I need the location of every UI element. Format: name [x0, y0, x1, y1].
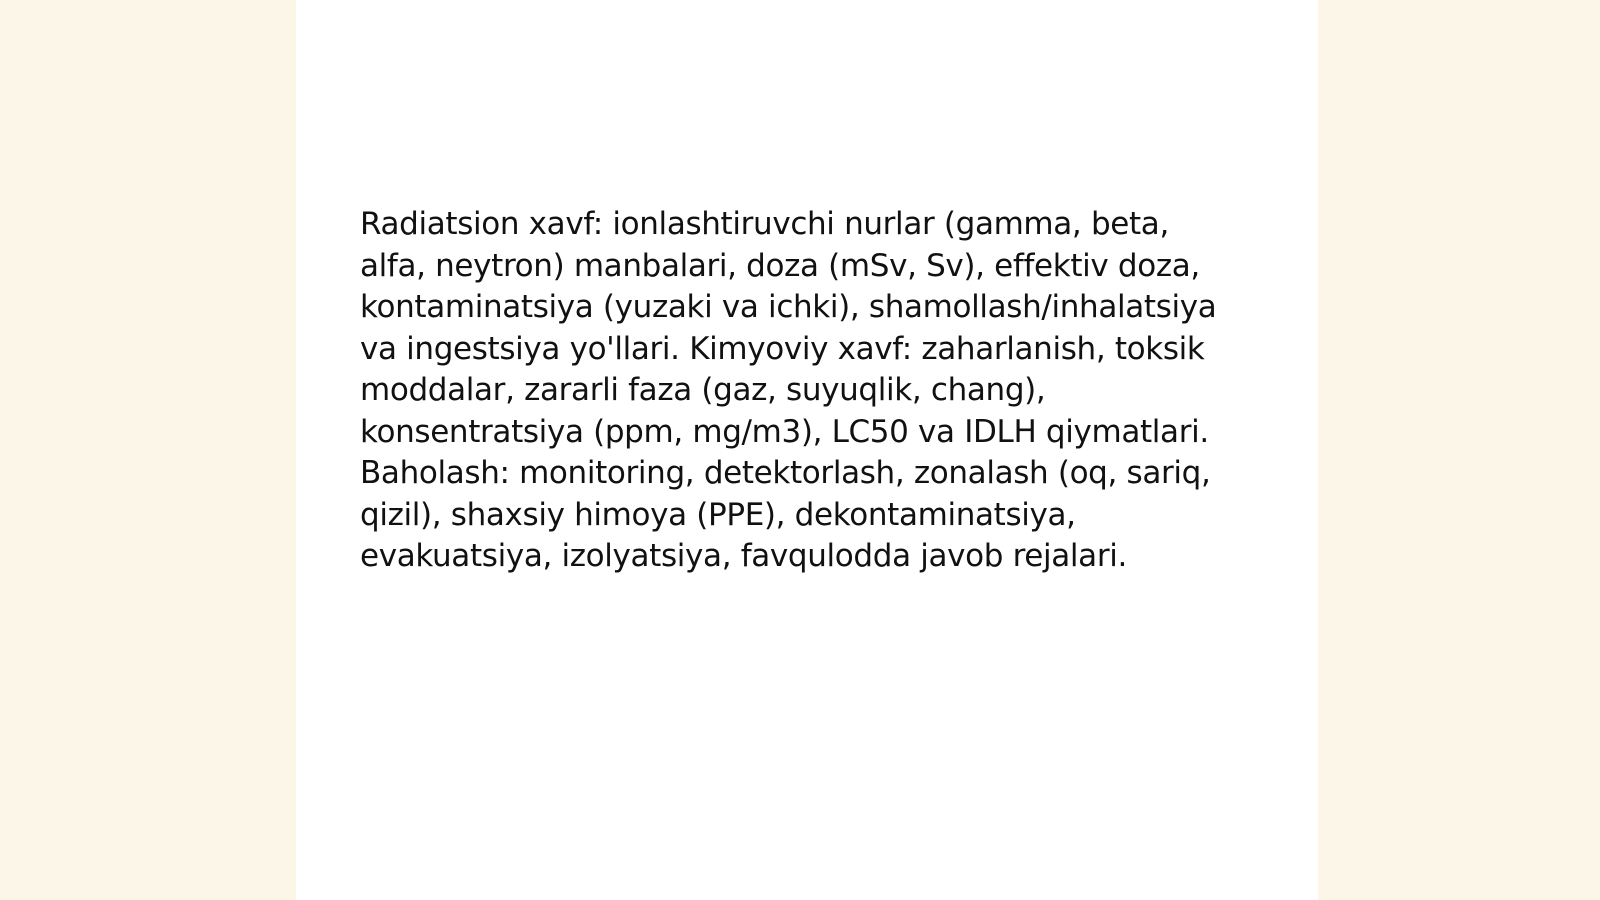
slide-page	[296, 0, 1318, 900]
slide-body-text: Radiatsion xavf: ionlashtiruvchi nurlar (gamma, beta, alfa, neytron) manbalari, doza (mSv, Sv), effektiv doza, kontaminatsiya (yuzaki va ichki), shamollash/inhalatsiya va ingestsiya yo'llari. Kimyoviy xavf: zaharlanish, toksik moddalar, zararli faza (gaz, suyuqlik, chang), konsentratsiya (ppm, mg/m3), LC50 va IDLH qiymatlari. Baholash: monitoring, detektorlash, zonalash (oq, sariq, qizil), shaxsiy himoya (PPE), dekontaminatsiya, evakuatsiya, izolyatsiya, favqulodda javob rejalari.	[360, 206, 1217, 574]
